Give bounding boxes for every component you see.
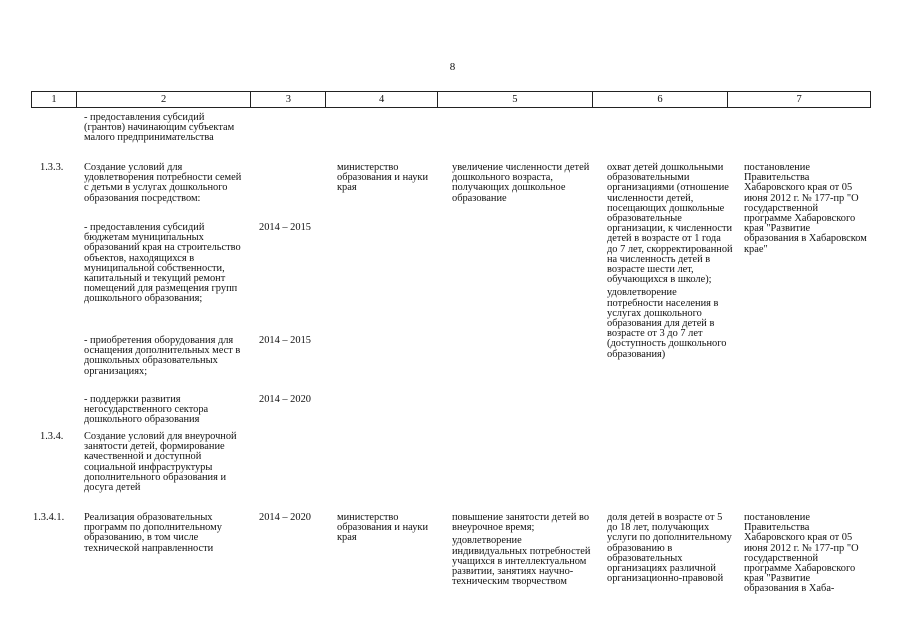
row-133-item3-years: 2014 – 2020 [259, 394, 311, 405]
header-col-6: 6 [593, 92, 729, 107]
row-133-indicator-a: охват детей дошкольными образовательными организациями (отношение численности детей, посещающих дошкольные образовательные организации, к численности детей в возрасте от 1 года до 7 лет, скорректированной на численность детей в возрасте шести лет, обучающихся в школе); [607, 162, 733, 286]
row-133-executor: министерство образования и науки края [337, 162, 429, 194]
header-col-2: 2 [77, 92, 252, 107]
header-col-7: 7 [796, 94, 802, 105]
row-133-item1: - предоставления субсидий бюджетам муниципальных образований края на строительство объектов, находящихся в муниципальной собственности, капитальный и текущий ремонт помещений для размещения групп дошкольного образования; [84, 222, 241, 305]
row-1341-document: постановление Правительства Хабаровского края от 05 июня 2012 г. № 177-пр "О государственной программе Хабаровского края "Развитие образования в Хаба- [744, 512, 859, 595]
row-1341-result [452, 513, 592, 587]
row-1341-executor: министерство образования и науки края [337, 512, 429, 544]
row-134-number: 1.3.4. [40, 431, 64, 442]
row-133-item2: - приобретения оборудования для оснащения дополнительных мест в дошкольных образовательных организациях; [84, 335, 241, 377]
page-number: 8 [449, 61, 456, 73]
row-133-document: постановление Правительства Хабаровского края от 05 июня 2012 г. № 177-пр "О государственной программе Хабаровского края "Развитие образования в Хабаровском крае" [744, 162, 867, 255]
row-1341-result-b: удовлетворение индивидуальных потребностей учащихся в интеллектуальном развитии, занятиях научно-техническим творчеством [452, 535, 591, 588]
row-133-result: увеличение численности детей дошкольного возраста, получающих дошкольное образование [452, 162, 590, 204]
header-col-4: 4 [326, 92, 438, 107]
row-133-title: Создание условий для удовлетворения потребности семей с детьми в услугах дошкольного образования посредством: [84, 162, 242, 204]
row-1341-title: Реализация образовательных программ по дополнительному образованию, в том числе технической направленности [84, 512, 222, 554]
row-1341-indicator: доля детей в возрасте от 5 до 18 лет, получающих услуги по дополнительному образованию в образовательных организациях различной организационно-правовой [607, 512, 732, 585]
row-133-number: 1.3.3. [40, 162, 64, 173]
row-1341-number: 1.3.4.1. [33, 512, 65, 523]
row-133-item1-years: 2014 – 2015 [259, 222, 311, 233]
table-header [31, 91, 871, 108]
header-col-5: 5 [438, 92, 593, 107]
row-134-title: Создание условий для внеурочной занятости детей, формирование качественной и доступной социальной инфраструктуры дополнительного образования и досуга детей [84, 431, 237, 494]
row-133-indicator-b: удовлетворение потребности населения в услугах дошкольного образования для детей в возрасте от 3 до 7 лет (доступность дошкольного образования) [607, 287, 727, 360]
row-133-item3: - поддержки развития негосударственного сектора дошкольного образования [84, 394, 209, 426]
row-133-item2-years: 2014 – 2015 [259, 335, 311, 346]
row-1341-years: 2014 – 2020 [259, 512, 311, 523]
row-1341-result-a: повышение занятости детей во внеурочное время; [452, 512, 590, 534]
header-col-1: 1 [32, 92, 77, 107]
cont-item-text: - предоставления субсидий (грантов) начинающим субъектам малого предпринимательства [84, 112, 235, 144]
row-133-indicator [607, 163, 733, 360]
header-col-3: 3 [251, 92, 326, 107]
